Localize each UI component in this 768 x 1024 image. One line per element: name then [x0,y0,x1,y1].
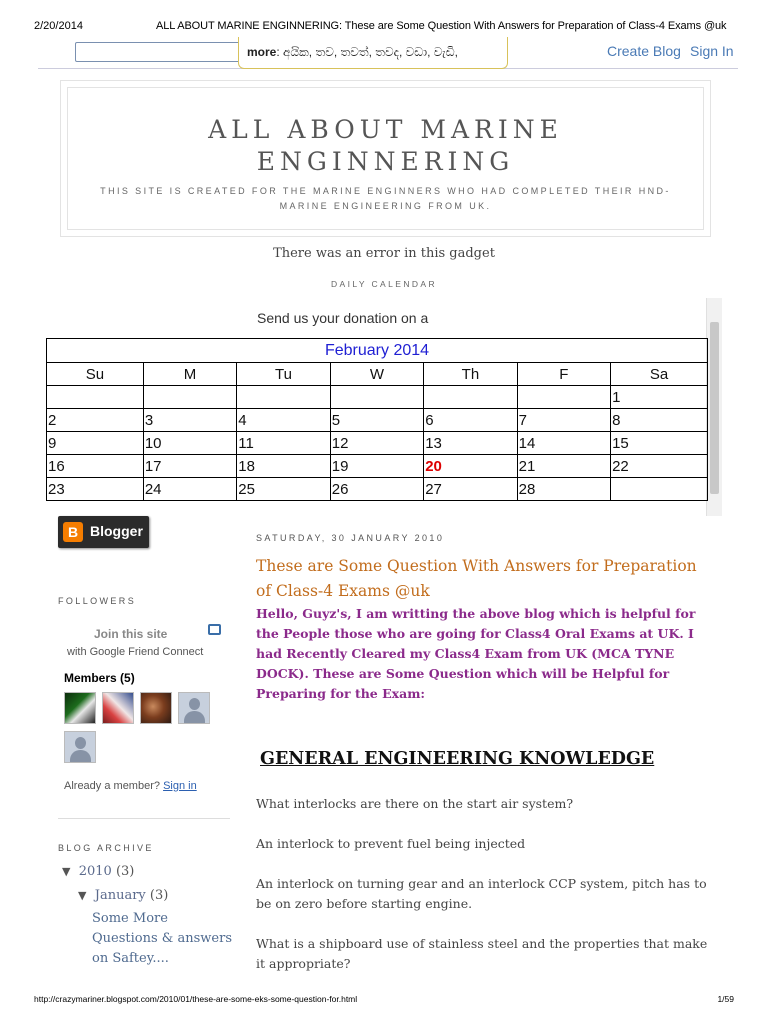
weekday-label: F [517,363,610,386]
member-avatar[interactable] [140,692,172,724]
weekday-label: M [143,363,236,386]
already-member-text [64,780,197,792]
calendar-day-cell [143,386,236,409]
post-paragraph: What interlocks are there on the start air system? [256,796,574,811]
calendar-day-cell[interactable]: 19 [330,455,423,478]
daily-calendar-heading: DAILY CALENDAR [330,279,438,289]
weekday-label: Tu [237,363,330,386]
friend-connect-text: with Google Friend Connect [67,646,204,658]
archive-month-item[interactable] [78,888,168,903]
blog-header [60,80,711,237]
calendar-week-row [47,409,708,432]
blogger-logo-icon: B [63,522,83,542]
follower-sign-in-link[interactable]: Sign in [163,780,197,792]
section-heading: GENERAL ENGINEERING KNOWLEDGE [260,749,655,769]
print-title: ALL ABOUT MARINE ENGINNERING: These are Some Question With Answers for Preparation of Class-4 Exams @uk [156,20,727,32]
post-title[interactable]: These are Some Question With Answers for Preparation of Class-4 Exams @uk [256,557,697,600]
calendar-week-row [47,386,708,409]
calendar-day-cell[interactable]: 12 [330,432,423,455]
member-avatar[interactable] [64,692,96,724]
sidebar-divider [58,818,230,819]
create-blog-link[interactable]: Create Blog [607,43,681,59]
post-paragraph: An interlock to prevent fuel being injected [256,836,526,851]
calendar-day-cell[interactable]: 8 [611,409,708,432]
members-count[interactable]: Members (5) [64,671,135,685]
already-member-label: Already a member? [64,780,160,792]
member-avatar-default[interactable] [64,731,96,763]
collapse-triangle-icon[interactable]: ▼ [62,865,71,878]
scrollbar-thumb[interactable] [710,322,719,494]
followers-heading: FOLLOWERS [58,596,137,606]
calendar-day-cell [237,386,330,409]
calendar-day-cell[interactable]: 16 [47,455,144,478]
weekday-label: Su [47,363,144,386]
calendar-day-cell[interactable]: 18 [237,455,330,478]
calendar-day-cell[interactable]: 27 [424,478,517,501]
calendar-day-cell[interactable]: 23 [47,478,144,501]
donation-text: Send us your donation on a [257,310,429,326]
calendar-day-cell[interactable]: 15 [611,432,708,455]
calendar-day-cell[interactable]: 10 [143,432,236,455]
calendar-day-cell[interactable]: 22 [611,455,708,478]
print-header [34,20,734,34]
calendar-weeks [47,386,708,501]
archive-year-item[interactable] [62,864,134,879]
calendar-day-cell[interactable]: 11 [237,432,330,455]
calendar-table [46,338,708,501]
more-label: more [247,45,277,59]
calendar-day-cell[interactable]: 4 [237,409,330,432]
member-avatar-default[interactable] [178,692,210,724]
calendar-day-cell[interactable]: 25 [237,478,330,501]
calendar-day-cell[interactable]: 7 [517,409,610,432]
post-paragraph: An interlock on turning gear and an interlock CCP system, pitch has to be on zero before starting engine. [256,876,707,911]
sign-in-link[interactable]: Sign In [690,43,734,59]
calendar-day-cell[interactable]: 17 [143,455,236,478]
archive-post-link[interactable]: Some More Questions & answers on Saftey.... [92,911,232,966]
calendar-day-cell[interactable]: 3 [143,409,236,432]
archive-year-count: (3) [115,864,135,879]
weekday-label: W [330,363,423,386]
blog-title[interactable]: ALL ABOUT MARINE ENGINNERING [208,115,563,176]
collapse-triangle-icon[interactable]: ▼ [78,889,87,902]
calendar-day-cell[interactable]: 20 [424,455,517,478]
calendar-day-cell[interactable]: 14 [517,432,610,455]
more-text: : අයික, තව, තවත්, තවද, වඩා, වැඩි, [276,45,458,59]
join-site-link[interactable]: Join this site [94,627,168,641]
calendar-day-cell [517,386,610,409]
calendar-day-cell[interactable]: 13 [424,432,517,455]
blogger-badge-label: Blogger [90,523,143,539]
blog-archive-heading: BLOG ARCHIVE [58,843,154,853]
calendar-month: February 2014 [47,339,708,363]
calendar-day-cell[interactable]: 26 [330,478,423,501]
calendar-day-cell[interactable]: 28 [517,478,610,501]
blog-description: THIS SITE IS CREATED FOR THE MARINE ENGINNERS WHO HAD COMPLETED THEIR HND-MARINE ENGINEERING FROM UK. [100,186,671,211]
print-page-number: 1/59 [717,994,734,1004]
navbar-search-input[interactable] [75,42,245,62]
calendar-scrollbar[interactable] [706,298,722,516]
print-url: http://crazymariner.blogspot.com/2010/01/these-are-some-eks-some-question-for.html [34,994,358,1004]
calendar-day-cell[interactable]: 9 [47,432,144,455]
post-paragraph: What is a shipboard use of stainless steel and the properties that make it appropriate? [256,936,708,971]
weekday-label: Sa [611,363,708,386]
archive-month-link[interactable]: January [94,888,146,903]
blog-header-inner [67,87,704,230]
gadget-error-message: There was an error in this gadget [273,246,495,261]
post-intro: Hello, Guyz's, I am writting the above blog which is helpful for the People those who are going for Class4 Oral Exams at UK. I had Recently Cleared my Class4 Exam from UK (MCA TYNE DOCK). These are Some Question which will be Helpful for Preparing for the Exam: [256,606,696,701]
archive-month-count: (3) [149,888,169,903]
calendar-day-cell[interactable]: 5 [330,409,423,432]
friend-connect-icon[interactable] [208,624,221,635]
member-avatar[interactable] [102,692,134,724]
weekday-label: Th [424,363,517,386]
more-dropdown[interactable] [238,37,508,69]
calendar-day-cell [424,386,517,409]
post-date: SATURDAY, 30 JANUARY 2010 [256,533,445,543]
calendar-day-cell [330,386,423,409]
calendar-day-cell[interactable]: 21 [517,455,610,478]
blogger-badge-button[interactable] [58,516,149,548]
calendar-week-row [47,455,708,478]
calendar-week-row [47,478,708,501]
blogger-navbar [38,37,738,69]
calendar-day-cell[interactable]: 24 [143,478,236,501]
archive-year-link[interactable]: 2010 [78,864,112,879]
calendar-day-cell[interactable]: 6 [424,409,517,432]
print-date: 2/20/2014 [34,20,83,32]
calendar-day-cell[interactable]: 1 [611,386,708,409]
calendar-day-cell[interactable]: 2 [47,409,144,432]
calendar-day-cell [47,386,144,409]
calendar-day-cell [611,478,708,501]
weekday-header-row [47,363,708,386]
calendar-week-row [47,432,708,455]
